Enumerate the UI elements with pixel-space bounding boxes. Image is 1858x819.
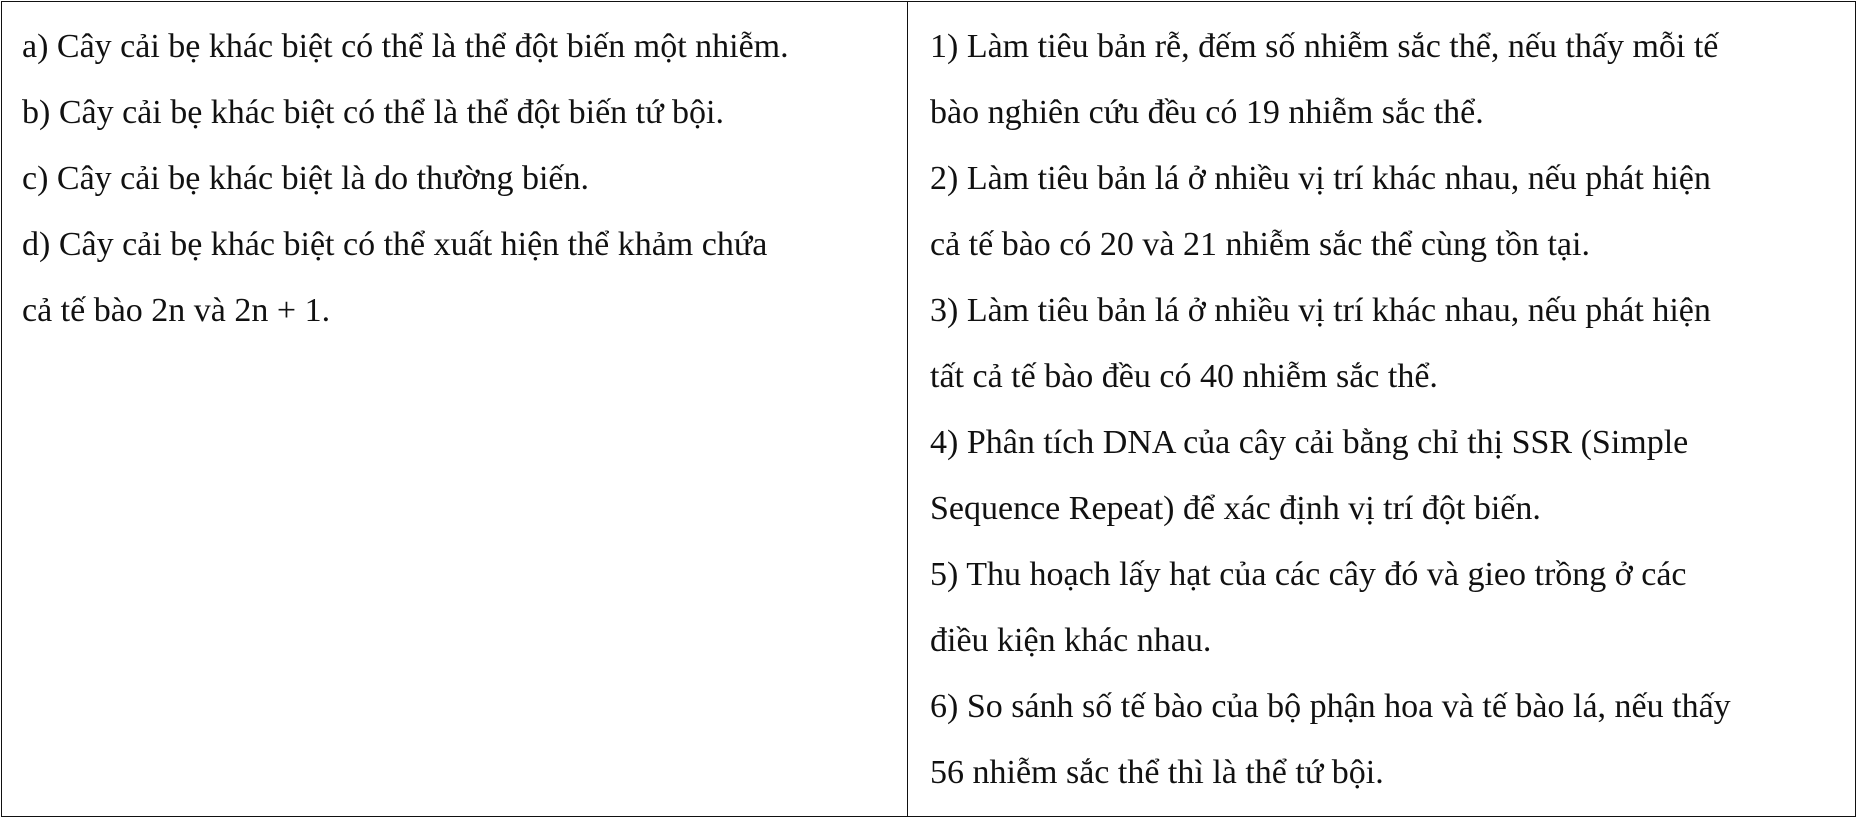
method-2-line-1: 2) Làm tiêu bản lá ở nhiều vị trí khác nhau, nếu phát hiện <box>930 160 1711 197</box>
method-6-line-2: 56 nhiễm sắc thể thì là thể tứ bội. <box>930 754 1384 791</box>
method-3-line-1: 3) Làm tiêu bản lá ở nhiều vị trí khác nhau, nếu phát hiện <box>930 292 1711 329</box>
statement-d-line-1: d) Cây cải bẹ khác biệt có thể xuất hiện thể khảm chứa <box>22 226 768 263</box>
method-5-line-1: 5) Thu hoạch lấy hạt của các cây đó và gieo trồng ở các <box>930 556 1687 593</box>
statement-b-line-1: b) Cây cải bẹ khác biệt có thể là thể đột biến tứ bội. <box>22 94 724 131</box>
statements-column <box>2 2 908 816</box>
statement-c-line-1: c) Cây cải bẹ khác biệt là do thường biến. <box>22 160 589 197</box>
method-4-line-2: Sequence Repeat) để xác định vị trí đột biến. <box>930 490 1541 527</box>
method-1-line-2: bào nghiên cứu đều có 19 nhiễm sắc thể. <box>930 94 1484 131</box>
method-4-line-1: 4) Phân tích DNA của cây cải bằng chỉ thị SSR (Simple <box>930 424 1689 461</box>
method-1-line-1: 1) Làm tiêu bản rễ, đếm số nhiễm sắc thể, nếu thấy mỗi tế <box>930 28 1719 65</box>
method-5-line-2: điều kiện khác nhau. <box>930 622 1212 659</box>
statement-a-line-1: a) Cây cải bẹ khác biệt có thể là thể đột biến một nhiễm. <box>22 28 789 65</box>
method-2-line-2: cả tế bào có 20 và 21 nhiễm sắc thể cùng tồn tại. <box>930 226 1590 263</box>
method-3-line-2: tất cả tế bào đều có 40 nhiễm sắc thể. <box>930 358 1438 395</box>
method-6-line-1: 6) So sánh số tế bào của bộ phận hoa và tế bào lá, nếu thấy <box>930 688 1731 725</box>
statement-d-line-2: cả tế bào 2n và 2n + 1. <box>22 292 331 329</box>
two-column-table <box>1 1 1856 817</box>
methods-column <box>908 2 1855 816</box>
